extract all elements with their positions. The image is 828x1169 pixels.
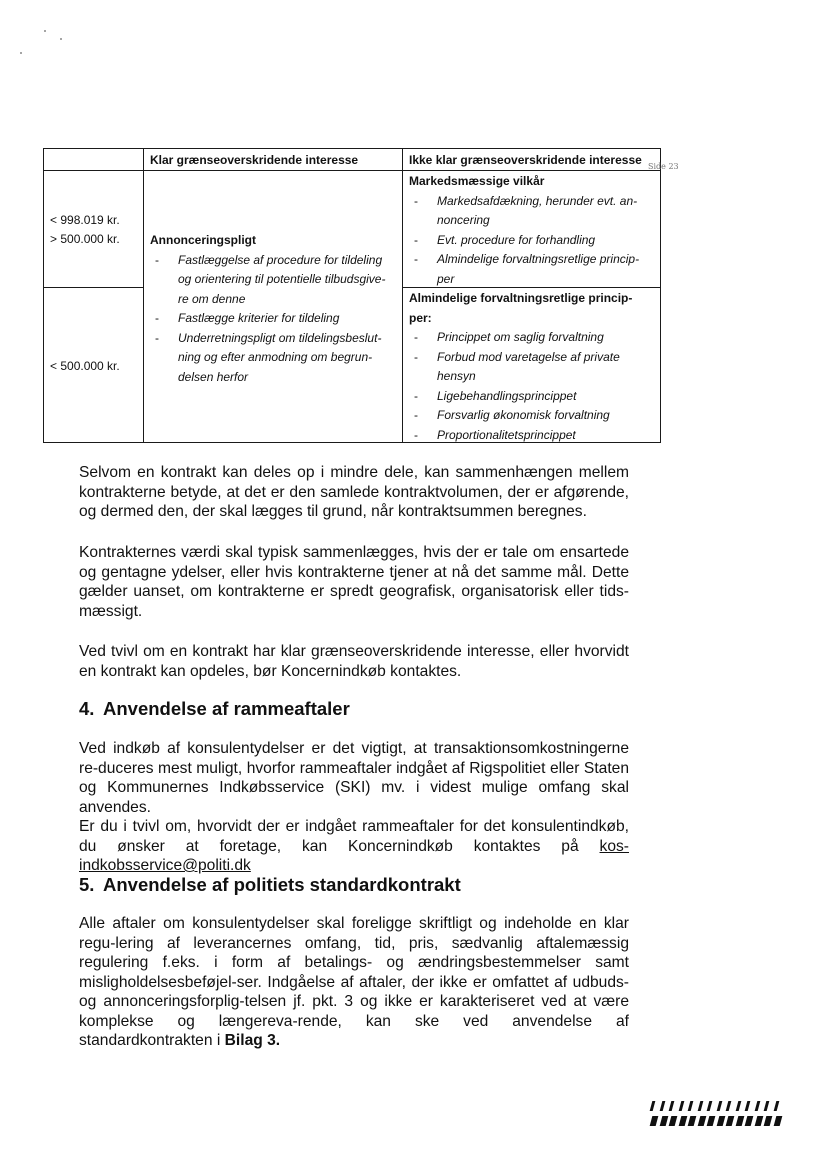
amount-lower-limit: > 500.000 kr. (50, 232, 120, 246)
section-5-body: Alle aftaler om konsulentydelser skal foreligge skriftligt og indeholde en klar regu-lering af leverancernes omfang, tid, pris, sædvanlig aftalemæssig regulering f.eks. i form af betalings- og ændringsbestemmelser samt misligholdelsesbeføjel-ser. Indgåelse af aftaler, der ikke er omfattet af udbuds- og annonceringsforplig-telsen jf. pkt. 3 og ikke er karakteriseret ved at være komplekse og længereva-rende, kan ske ved anvendelse af standardkontrakten i Bilag 3. (79, 915, 629, 1049)
right-bottom-title: Almindelige forvaltningsretlige princip-per: (409, 291, 633, 325)
list-item: - Underretningspligt om tildelingsbeslut-ning og efter anmodning om begrun-delsen herfor (150, 329, 386, 388)
list-item: - Ligebehandlingsprincippet (409, 387, 649, 407)
table-header-clear-interest: Klar grænseoverskridende interesse (150, 153, 359, 167)
annex-reference: Bilag 3. (224, 1032, 281, 1049)
paragraph-contract-division: Selvom en kontrakt kan deles op i mindre dele, kan sammenhængen mellem kontrakterne betyde, at det er den samlede kontraktvolumen, der er afgørende, og dermed den, der skal lægges til grund, når kontraktsummen beregnes. (79, 464, 629, 520)
barcode-bar (678, 1101, 684, 1111)
barcode-bar (764, 1116, 773, 1126)
barcode-bar (716, 1101, 722, 1111)
barcode-bar (669, 1116, 678, 1126)
barcode-bar (716, 1116, 725, 1126)
paragraph-contract-value: Kontrakternes værdi skal typisk sammenlægges, hvis der er tale om ensartede og gentagne ydelser, eller hvis kontrakterne tjener at nå det samme mål. Dette gælder uanset, om kontrakterne er spredt geografisk, organisatorisk eller tids-mæssigt. (79, 544, 629, 620)
left-obligations-title: Annonceringspligt (150, 233, 256, 247)
list-item: - Almindelige forvaltningsretlige princip-per (409, 250, 649, 289)
barcode-bar (650, 1101, 656, 1111)
section-title: Anvendelse af rammeaftaler (103, 698, 350, 719)
barcode-bar (697, 1101, 703, 1111)
barcode-bar (773, 1116, 782, 1126)
section-title: Anvendelse af politiets standardkontrakt (103, 874, 461, 895)
barcode-bar (735, 1101, 741, 1111)
barcode-bar (707, 1101, 713, 1111)
barcode-bar (659, 1116, 668, 1126)
right-top-cell (409, 172, 649, 289)
barcode-graphic (649, 1101, 783, 1127)
paragraph-contact-doubt: Ved tvivl om en kontrakt har klar grænseoverskridende interesse, eller hvorvidt en kontrakt kan opdeles, bør Koncernindkøb kontaktes. (79, 643, 629, 680)
list-item: - Fastlæggelse af procedure for tildeling og orientering til potentielle tilbudsgive-re om denne (150, 251, 386, 310)
list-item: - Forsvarlig økonomisk forvaltning (409, 406, 649, 426)
barcode-bar (688, 1116, 697, 1126)
section-4-paragraph-2: Er du i tvivl om, hvorvidt der er indgået rammeaftaler for det konsulentindkøb, du ønsker at foretage, kan Koncernindkøb kontaktes på kos-indkobsservice@politi.dk (79, 818, 629, 874)
table-header-no-clear-interest: Ikke klar grænseoverskridende interesse (409, 153, 642, 167)
section-number: 4. (79, 698, 95, 719)
barcode-bar (726, 1116, 735, 1126)
left-obligations-cell (150, 231, 386, 387)
barcode-bar (697, 1116, 706, 1126)
amount-upper-limit: < 998.019 kr. (50, 213, 120, 227)
amount-below: < 500.000 kr. (50, 359, 120, 373)
barcode-bar (754, 1101, 760, 1111)
page-number-note: Side 23 (648, 162, 679, 171)
right-top-title: Markedsmæssige vilkår (409, 174, 545, 188)
list-item: - Forbud mod varetagelse af private hensyn (409, 348, 649, 387)
right-bottom-cell (409, 289, 649, 445)
barcode-bar (773, 1101, 779, 1111)
section-4-heading (79, 698, 350, 720)
barcode-bar (745, 1116, 754, 1126)
list-item: - Evt. procedure for forhandling (409, 231, 649, 251)
barcode-bar (735, 1116, 744, 1126)
list-item: - Fastlægge kriterier for tildeling (150, 309, 386, 329)
section-4-paragraph-1: Ved indkøb af konsulentydelser er det vigtigt, at transaktionsomkostningerne re-duceres mest muligt, hvorfor rammeaftaler indgået af Rigspolitiet eller Staten og Kommunernes Indkøbsservice (SKI) mv. i videst mulige omfang skal anvendes. (79, 740, 629, 816)
list-item: - Princippet om saglig forvaltning (409, 328, 649, 348)
list-item: - Markedsafdækning, herunder evt. an-noncering (409, 192, 649, 231)
barcode-bar (754, 1116, 763, 1126)
list-item: - Proportionalitetsprincippet (409, 426, 649, 446)
barcode-bar (669, 1101, 675, 1111)
section-4-body (79, 739, 629, 876)
threshold-table (43, 148, 661, 443)
barcode-bar (764, 1101, 770, 1111)
section-number: 5. (79, 874, 95, 895)
email-link[interactable]: kos-indkobsservice@politi.dk (79, 837, 629, 874)
barcode-bar (707, 1116, 716, 1126)
barcode-bar (745, 1101, 751, 1111)
barcode-bar (688, 1101, 694, 1111)
barcode-bar (659, 1101, 665, 1111)
section-5-heading (79, 874, 461, 896)
barcode-bar (726, 1101, 732, 1111)
barcode-bar (678, 1116, 687, 1126)
barcode-bar (650, 1116, 659, 1126)
